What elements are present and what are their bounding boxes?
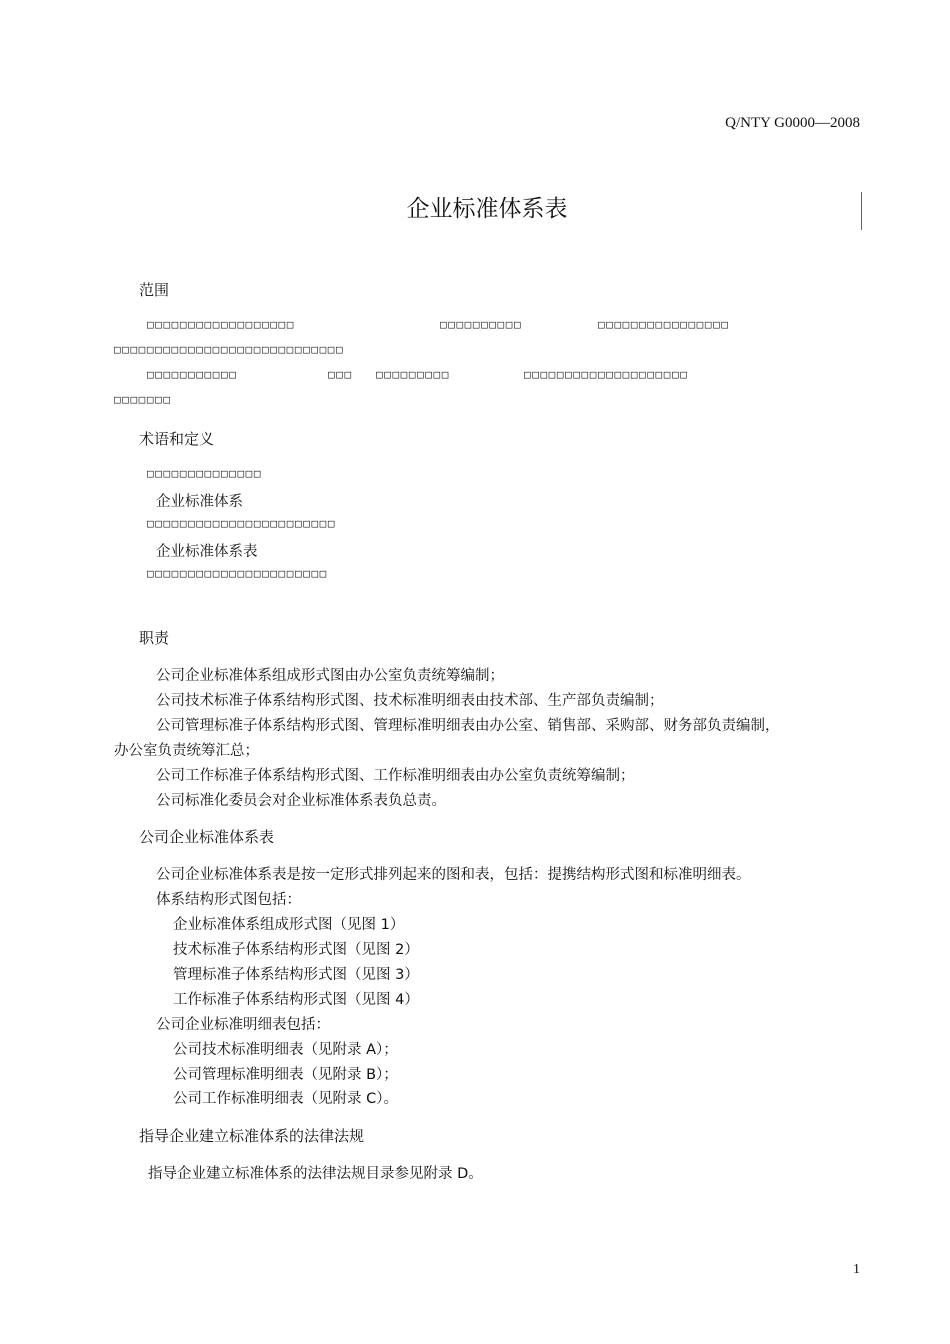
document-number: Q/NTY G0000—2008 <box>725 115 860 131</box>
scope-text: □□□□□□□□□□□□□□□□ <box>598 318 730 331</box>
scope-text: □□□□□□□□□□□□□□□□□□□□ <box>524 368 689 381</box>
scope-text: □□□□□□□□□□□□□□□□□□ <box>147 318 296 331</box>
duty-item: 公司工作标准子体系结构形式图、工作标准明细表由办公室负责统筹编制； <box>156 768 635 784</box>
scope-text: □□□□□□□□□ <box>376 368 451 381</box>
margin-rule <box>861 192 862 230</box>
term-definition: □□□□□□□□□□□□□□□□□□□□□□ <box>147 567 328 580</box>
duty-item: 公司企业标准体系组成形式图由办公室负责统筹编制； <box>156 668 504 684</box>
terms-intro: □□□□□□□□□□□□□□ <box>147 467 263 480</box>
section-heading-laws: 指导企业建立标准体系的法律法规 <box>139 1127 365 1145</box>
structure-item: 工作标准子体系结构形式图（见图 4） <box>173 992 419 1008</box>
scope-text: □□□□□□□□□□□□□□□□□□□□□□□□□□□□ <box>114 343 345 356</box>
scope-text: □□□□□□□□□□ <box>440 318 523 331</box>
structure-item: 技术标准子体系结构形式图（见图 2） <box>173 942 419 958</box>
structure-heading: 体系结构形式图包括： <box>156 892 301 908</box>
detail-heading: 公司企业标准明细表包括： <box>156 1017 330 1033</box>
detail-item: 公司工作标准明细表（见附录 C）。 <box>173 1091 398 1107</box>
scope-text: □□□ <box>328 368 353 381</box>
section-heading-system-table: 公司企业标准体系表 <box>139 828 275 846</box>
term-definition: □□□□□□□□□□□□□□□□□□□□□□□ <box>147 517 337 530</box>
scope-text: □□□□□□□□□□□ <box>147 368 238 381</box>
structure-item: 企业标准体系组成形式图（见图 1） <box>173 917 405 933</box>
term-name: 企业标准体系 <box>156 494 243 510</box>
duty-item: 公司技术标准子体系结构形式图、技术标准明细表由技术部、生产部负责编制； <box>156 693 664 709</box>
laws-text: 指导企业建立标准体系的法律法规目录参见附录 D。 <box>148 1166 483 1182</box>
detail-item: 公司管理标准明细表（见附录 B）； <box>173 1067 398 1083</box>
duty-item: 公司管理标准子体系结构形式图、管理标准明细表由办公室、销售部、采购部、财务部负责编制， <box>156 718 780 734</box>
section-heading-scope: 范围 <box>139 281 170 299</box>
section-heading-terms: 术语和定义 <box>139 430 215 448</box>
structure-item: 管理标准子体系结构形式图（见图 3） <box>173 967 419 983</box>
duty-item: 公司标准化委员会对企业标准体系表负总责。 <box>156 793 446 809</box>
scope-text: □□□□□□□ <box>114 393 172 406</box>
page-title: 企业标准体系表 <box>406 196 568 222</box>
page-number: 1 <box>853 1262 860 1277</box>
term-name: 企业标准体系表 <box>156 544 258 560</box>
section-heading-duties: 职责 <box>139 629 170 647</box>
detail-item: 公司技术标准明细表（见附录 A）； <box>173 1042 398 1058</box>
duty-item: 办公室负责统筹汇总； <box>114 743 259 759</box>
system-table-intro: 公司企业标准体系表是按一定形式排列起来的图和表，包括：提携结构形式图和标准明细表。 <box>156 867 751 883</box>
